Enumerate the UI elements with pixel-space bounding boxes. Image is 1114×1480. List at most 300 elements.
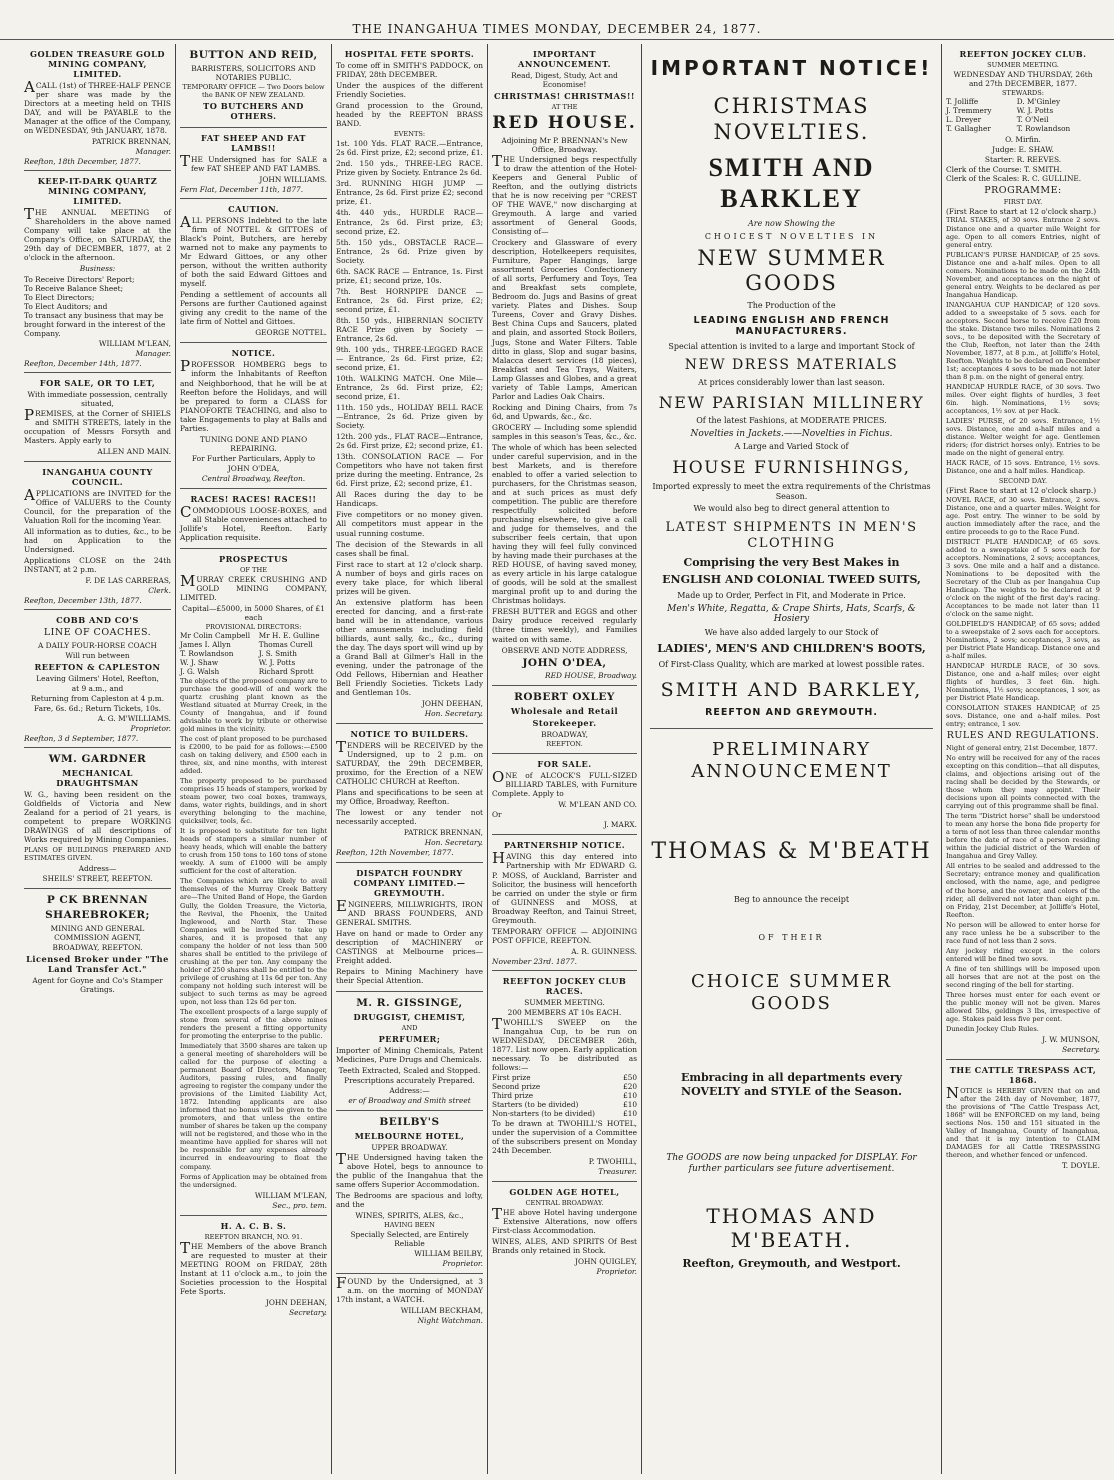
- ad-line: Will run between: [65, 651, 130, 661]
- ad-signature: A. G. M'WILLIAMS.: [97, 714, 171, 724]
- ad-body: ENGINEERS, MILLWRIGHTS, IRON AND BRASS FOUNDERS, AND GENERAL SMITHS.: [336, 896, 483, 927]
- cattle-trespass-ad: [946, 1060, 1100, 1175]
- list-item: 12th. 200 yds., FLAT RACE—Entrance, 2s 6d. First prize, £2; second prize, £1.: [336, 432, 483, 451]
- added-line: We have also added largely to our Stock of: [704, 628, 879, 638]
- ad-title: P CK BRENNAN: [46, 894, 149, 907]
- ad-date: Reefton, 18th December, 1877.: [24, 157, 141, 167]
- ad-line: CHRISTMAS! CHRISTMAS!!: [493, 91, 636, 102]
- quality-line: Of First-Class Quality, which are marked at lowest possible rates.: [658, 659, 925, 669]
- choice-summer-goods: CHOICE SUMMER GOODS: [690, 971, 893, 1015]
- list-item: 8th. 150 yds., HIBERNIAN SOCIETY RACE Prize given by Society — Entrance, 2s 6d.: [336, 315, 483, 343]
- directors-table: [180, 632, 327, 676]
- steward: W. J. Potts: [1016, 106, 1054, 116]
- divider: [650, 728, 933, 729]
- ad-line: To come off in SMITH'S PADDOCK, on FRIDAY, 28th DECEMBER.: [336, 61, 483, 80]
- prospectus-ad: [180, 549, 327, 1216]
- director: Mr Colin Campbell: [180, 631, 251, 641]
- ad-line: Agent for Goyne and Co's Stamper Gratings.: [32, 976, 163, 995]
- ad-body: APPLICATIONS are INVITED for the Office of VALUERS to the County Council, for the preparation of the Valuation Roll for the incoming Year.: [24, 486, 171, 526]
- ad-body: ALL PERSONS Indebted to the late firm of NOTTEL & GITTOES of Black's Point, Butchers, are hereby warned not to make any payments to Mr Edward Gittoes, or any other person, without the written authority of both the said Edward Gittoes and myself.: [180, 213, 327, 289]
- prize-amount: £10: [623, 1090, 637, 1100]
- receipt-line: Beg to announce the receipt: [733, 894, 850, 904]
- ad-date: Reefton, December 13th, 1877.: [24, 596, 142, 606]
- ad-title: FAT SHEEP AND FAT LAMBS!!: [201, 132, 306, 153]
- starter-line: Starter: R. REEVES.: [984, 154, 1062, 164]
- jockey-sweep-ad: [492, 971, 637, 1182]
- ad-title: FOR SALE, OR TO LET,: [39, 377, 156, 388]
- ad-address-label: Address:—: [389, 1085, 430, 1095]
- thomas-mbeath-title: THOMAS & M'BEATH: [651, 839, 932, 864]
- ad-title: DISPATCH FOUNDRY COMPANY LIMITED.—GREYMOUTH.: [353, 867, 466, 898]
- prices-line: At prices considerably lower than last season.: [698, 377, 885, 387]
- ad-role: Secretary.: [1062, 1045, 1100, 1055]
- spacer: [650, 945, 933, 967]
- ad-signature: J. W. MUNSON,: [1042, 1035, 1100, 1045]
- ad-capital: Capital—£5000, in 5000 Shares, of £1 each: [182, 604, 325, 623]
- list-item: To Receive Directors' Report;: [24, 274, 135, 284]
- ad-title: BEILBY'S: [379, 1115, 440, 1128]
- ad-role: Hon. Secretary.: [424, 838, 483, 848]
- list-item: 6th. SACK RACE — Entrance, 1s. First prize, £1; second prize, 10s.: [336, 266, 483, 285]
- meeting-dates: WEDNESDAY AND THURSDAY, 26th and 27th DECEMBER, 1877.: [953, 70, 1093, 89]
- prizes-table: [492, 1074, 637, 1118]
- ad-signature: GEORGE NOTTEL.: [255, 328, 327, 338]
- ad-role: Clerk.: [148, 586, 171, 596]
- ad-title-2: LINE OF COACHES.: [43, 627, 152, 639]
- ad-line: HAVING BEEN: [384, 1220, 435, 1229]
- oxley-ad: [492, 686, 637, 754]
- ad-title: FOR SALE.: [537, 759, 592, 770]
- ad-signature: JOHN WILLIAMS.: [259, 174, 327, 184]
- caution-ad: [180, 199, 327, 343]
- steward: L. Dreyer: [946, 114, 982, 124]
- rule-item: The term "District horse" shall be understood to mean any horse the bona fide property for a term of not less than three calendar months before the date of race of a person residing within the judicial district of the Warden of Inangahua and Grey Valley.: [946, 812, 1100, 861]
- fashions-line: Of the latest Fashions, at MODERATE PRICES.: [696, 415, 887, 425]
- ad-of: OF THE: [239, 565, 268, 574]
- paragraph: The decision of the Stewards in all cases shall be final.: [336, 539, 483, 558]
- ad-title: BUTTON AND REID,: [189, 49, 318, 61]
- ad-body: FOUND by the Undersigned, at 3 a.m. on the morning of MONDAY 17th instant, a WATCH.: [336, 1274, 483, 1305]
- paragraph: Immediately that 3500 shares are taken up a general meeting of shareholders will be called for the purpose of electing a permanent Board of Directors, Manager, Auditors, passing rules, and finally agreeing to register the company under the provisions of the Limited Liability Act, 1872. Intending applicants are also informed that no bonus will be given to the promoters, and that unless the entire number of shares be taken up the company will not be registered, and those who in the meantime have applied for shares will not be responsible for any expenses already incurred in endeavouring to float the company.: [180, 1042, 327, 1171]
- ad-date: Reefton, December 14th, 1877.: [24, 358, 142, 368]
- ad-line: at 9 a.m., and: [71, 684, 124, 694]
- second-day-heading: SECOND DAY.: [998, 477, 1048, 486]
- list-item: 2nd. 150 yds., THREE-LEG RACE. Prize given by Society. Entrance 2s 6d.: [336, 159, 483, 178]
- ad-body-2: PLANS OF BUILDINGS PREPARED AND ESTIMATES GIVEN.: [24, 846, 171, 863]
- director: Richard Sprott: [258, 666, 314, 676]
- prize-amount: £10: [623, 1108, 637, 1118]
- masthead: THE INANGAHUA TIMES MONDAY, DECEMBER 24, 1877.: [0, 0, 1114, 40]
- ad-role: Hon. Secretary.: [424, 709, 483, 719]
- house-furnishings: HOUSE FURNISHINGS,: [672, 458, 911, 479]
- paragraph: Rocking and Dining Chairs, from 7s 6d, and Upwards, &c., &c.: [492, 402, 637, 421]
- ad-title: GOLDEN TREASURE GOLD MINING COMPANY, LIMITED.: [30, 49, 165, 79]
- paragraph: Have on hand or made to Order any description of MACHINERY or CASTINGS at Melbourne prices—Freight added.: [336, 928, 483, 965]
- paragraph: TEMPORARY OFFICE — ADJOINING POST OFFICE, REEFTON.: [492, 926, 637, 945]
- ad-title: GOLDEN AGE HOTEL,: [509, 1186, 620, 1197]
- smith-barkley-footer: SMITH AND BARKLEY,: [660, 679, 923, 702]
- ad-line: BARRISTERS, SOLICITORS AND NOTARIES PUBLIC.: [191, 63, 316, 82]
- first-day-heading: FIRST DAY.: [1003, 198, 1043, 207]
- column-1: [20, 44, 176, 1474]
- prize-name: Starters (to be divided): [492, 1099, 579, 1109]
- ad-line: Read, Digest, Study, Act and Economise!: [511, 71, 618, 90]
- paragraph: It is proposed to substitute for ten light heads of stampers a similar number of heavy heads, which will enable the battery to crush from 150 tons to 160 tons of stone weekly. A sum of £1000 will be amply sufficient for the cost of alteration.: [180, 827, 327, 876]
- ad-address: er of Broadway and Smith street: [348, 1095, 471, 1105]
- ad-line: AT THE: [551, 103, 578, 112]
- ad-title-2: DRUGGIST, CHEMIST,: [353, 1011, 466, 1022]
- ad-title: WM. GARDNER: [48, 753, 147, 766]
- ad-subtitle: SUMMER MEETING.: [524, 997, 605, 1007]
- ad-body: THE ANNUAL MEETING of Shareholders in the above named Company will take place at the Company's Office, on SATURDAY, the 29th day of DECEMBER, 1877, at 2 o'clock in the afternoon.: [24, 205, 171, 263]
- paragraph: Repairs to Mining Machinery have their Special Attention.: [336, 966, 483, 985]
- ad-line: Specially Selected, are Entirely Reliable: [350, 1229, 469, 1248]
- stewards-table: [946, 98, 1100, 134]
- rule-item: All entries to be sealed and addressed to the Secretary; entrance money and qualification enclosed, with the name, age, and pedigree of the horse, and the owner, and colors of the rider, all delivered not later than eight p.m. on Friday, 21st December, at Jolliffe's Hotel, Reefton.: [946, 862, 1100, 919]
- ad-body: PREMISES, at the Corner of SHIELS and SMITH STREETS, lately in the occupation of Messrs Forsyth and Masters. Apply early to: [24, 405, 171, 445]
- tweed-suits: ENGLISH AND COLONIAL TWEED SUITS,: [662, 573, 921, 587]
- ad-role: Manager.: [135, 348, 171, 358]
- important-notice-heading: IMPORTANT NOTICE!: [650, 56, 933, 80]
- list-item: To transact any business that may be brought forward in the interest of the Company.: [24, 310, 166, 338]
- large-stock-line: A Large and Varied Stock of: [734, 442, 849, 452]
- ad-role: Secretary.: [289, 1307, 327, 1317]
- ad-title: IMPORTANT ANNOUNCEMENT.: [517, 49, 611, 69]
- made-to-order-line: Made up to Order, Perfect in Fit, and Moderate in Price.: [677, 590, 906, 600]
- ad-signature: F. DE LAS CARRERAS,: [85, 576, 171, 586]
- button-reid-ad: [180, 44, 327, 128]
- ad-body: NOTICE is HEREBY GIVEN that on and after the 24th day of November, 1877, the provisions of "The Cattle Trespass Act, 1868" will be ENFORCED on my land, being sections Nos. 150 and 151 situated in the Valley of Inangahua, County of Inangahua, and that it is my intention to CLAIM DAMAGES for all Cattle TRESPASSING thereon, and whether fenced or unfenced.: [946, 1084, 1100, 1160]
- rules-heading: RULES AND REGULATIONS.: [946, 730, 1100, 742]
- ad-signature: JOHN O'DEA,: [227, 463, 280, 473]
- dress-materials: NEW DRESS MATERIALS: [684, 357, 899, 374]
- director: T. Rowlandson: [180, 648, 234, 658]
- ad-line: REEFTON.: [546, 740, 583, 749]
- ad-role: Proprietor.: [130, 724, 171, 734]
- director: J. G. Walsh: [180, 666, 220, 676]
- ad-line: Leaving Gilmers' Hotel, Reefton,: [36, 674, 159, 684]
- ad-title: RACES! RACES! RACES!!: [190, 493, 317, 504]
- preliminary-announcement: PRELIMINARY ANNOUNCEMENT: [691, 739, 892, 783]
- ad-body: THE Undersigned begs respectfully to draw the attention of the Hotel-Keepers and General Public of Reefton, and the outlying districts that he is now receiving per "CREST OF THE WAVE," now discharging at Greymouth. A large and varied assortment of General Goods, Consisting of—: [492, 151, 637, 237]
- paragraph: The excellent prospects of a large supply of stone from several of the above mines renders the present a fitting opportunity for promoting the enterprise to the public.: [180, 1007, 327, 1040]
- paragraph: GROCERY — Including some splendid samples in this season's Teas, &c., &c.: [492, 422, 637, 441]
- hospital-sports-ad: [336, 44, 483, 724]
- homberg-notice-ad: [180, 343, 327, 488]
- newspaper-page: [20, 44, 1104, 1474]
- spacer: [650, 1178, 933, 1200]
- column-6: [942, 44, 1104, 1474]
- ad-address: Central Broadway, Reefton.: [201, 473, 306, 483]
- races-loose-boxes-ad: [180, 489, 327, 549]
- ad-title: REEFTON JOCKEY CLUB RACES.: [502, 975, 627, 996]
- smith-barkley-title: SMITH AND BARKLEY: [708, 152, 875, 214]
- ad-body: ACALL (1st) of THREE-HALF PENCE per share was made by the Directors at a meeting held on THIS DAY, and will be PAYABLE to the Manager at the office of the Company, on WEDNESDAY, 9th JANUARY, 1878.: [24, 78, 171, 136]
- director: Mr H. E. Gulline: [258, 631, 320, 641]
- paragraph: The cost of plant proposed to be purchased is £2000, to be paid for as follows:—£500 cash on taking delivery, and £500 each in three, six, and nine months, with interest added.: [180, 734, 327, 775]
- list-item: 1st. 100 Yds. FLAT RACE.—Entrance, 2s 6d. First prize, £2; second prize, £1.: [336, 139, 483, 158]
- ad-title: HOSPITAL FETE SPORTS.: [344, 49, 475, 59]
- spacer: [650, 870, 933, 892]
- shirts-line: Men's White, Regatta, & Crape Shirts, Hats, Scarfs, & Hosiery: [667, 603, 916, 625]
- ad-signature: W. M'LEAN AND CO.: [558, 800, 637, 810]
- fat-sheep-ad: [180, 128, 327, 199]
- ad-body: MURRAY CREEK CRUSHING AND GOLD MINING COMPANY, LIMITED.: [180, 572, 327, 603]
- race-item: INANGAHUA CUP HANDICAP, of 120 sovs. added to a sweepstake of 5 sovs. each for acceptors. Second horse to receive £20 from the stake. Distance two miles. Nominations 2 sovs., to be deposited with the Secretary of the Club, Reefton, not later than the 24th November, 1877, at 8 p.m., at Jolliffe's Hotel, Reefton. Weights to be declared on December 1st; acceptances 4 sovs to be made not later than 8 p.m. on the night of general entry.: [946, 300, 1100, 382]
- programme-heading: PROGRAMME:: [984, 184, 1062, 196]
- events-heading: EVENTS:: [393, 130, 426, 139]
- imported-line: Imported expressly to meet the extra requirements of the Christmas Season.: [652, 481, 931, 501]
- paragraph: The property proposed to be purchased comprises 15 heads of stampers, worked by steam power, two coal boxes, tramways, dams, water rights, buildings, and in short everything belonging to the machine, quicksilver, tools, &c.: [180, 777, 327, 826]
- ad-title: M. R. GISSINGE,: [356, 996, 463, 1009]
- paragraph: All Races during the day to be Handicaps.: [336, 490, 483, 509]
- paragraph: Forms of Application may be obtained from the undersigned.: [180, 1172, 327, 1189]
- paragraph: FRESH BUTTER and EGGS and other Dairy produce received regularly (three times weekly), and Families waited on with same.: [492, 607, 637, 644]
- ad-line: OBSERVE AND NOTE ADDRESS,: [501, 645, 628, 655]
- ad-line: Licensed Broker under "The Land Transfer Act.": [26, 954, 169, 975]
- paragraph: The whole of which has been selected under careful supervision, and in the best Markets, and is therefore enabled to offer a varied selection to purchasers, for the Christmas season, and at such prices as must defy competition. The public are therefore respectfully solicited before purchasing elsewhere, to give a call and judge for themselves, and the subscriber feels certain, that upon having they will feel fully convinced by having made their purchases at the RED HOUSE, of having saved money, as every article in his large catalogue of goods, will be sold at the smallest marginal profit up to and during the Christmas holidays.: [492, 442, 637, 606]
- directors-heading: PROVISIONAL DIRECTORS:: [205, 623, 302, 632]
- prize-name: First prize: [492, 1073, 531, 1083]
- ad-subtitle: With immediate possession, centrally situated,: [27, 389, 168, 408]
- ad-line: Adjoining Mr P. BRENNAN's New Office, Broadway.: [501, 135, 628, 154]
- steward: T. Jolliffe: [946, 97, 979, 107]
- ad-line: A DAILY FOUR-HORSE COACH: [37, 640, 158, 650]
- stewards-heading: STEWARDS:: [1002, 89, 1044, 98]
- ad-title: PROSPECTUS: [218, 553, 289, 564]
- ad-title: PARTNERSHIP NOTICE.: [503, 840, 626, 851]
- ad-body: PROFESSOR HOMBERG begs to inform the Inhabitants of Reefton and Neighborhood, that he will be at Reefton before the Holidays, and will be prepared to form a CLASS for PIANOFORTE TEACHING, and also to take Engagements to play at Balls and Parties.: [180, 357, 327, 433]
- paragraph: First race to start at 12 o'clock sharp. A number of boys and girls races on every take place, for which liberal prizes will be given.: [336, 559, 483, 596]
- ad-date: Reefton, 12th November, 1877.: [336, 848, 454, 858]
- showing-line: Are now Showing the: [747, 219, 835, 229]
- christmas-novelties: CHRISTMAS NOVELTIES.: [713, 94, 870, 144]
- rule-item: No entry will be received for any of the races excepting on this condition—that all disputes, claims, and objections arising out of the racing shall be decided by the Stewards, or those whom they may appoint. Their decisions upon all points connected with the carrying out of this programme shall be final.: [946, 754, 1100, 811]
- ad-line: Prescriptions accurately Prepared.: [344, 1075, 475, 1085]
- clerk-scales-line: Clerk of the Scales: R. C. GULLINE.: [946, 173, 1082, 183]
- prize-amount: £20: [623, 1081, 637, 1091]
- ad-line: TO BUTCHERS AND OTHERS.: [203, 100, 304, 121]
- ad-role: Sec., pro. tem.: [272, 1200, 327, 1210]
- second-start-line: (First Race to start at 12 o'clock sharp.): [946, 486, 1097, 496]
- ad-title: INANGAHUA COUNTY COUNCIL.: [42, 467, 153, 488]
- ad-or: Or: [492, 810, 502, 820]
- gardner-ad: [24, 748, 171, 889]
- jockey-club-programme: [946, 44, 1100, 1060]
- novelties-line: Novelties in Jackets.——Novelties in Fichus.: [690, 428, 893, 439]
- paragraph: Plans and specifications to be seen at my Office, Broadway, Reefton.: [336, 788, 483, 807]
- ad-title-2: MECHANICAL DRAUGHTSMAN: [56, 768, 139, 789]
- table-row: [492, 1110, 637, 1119]
- ad-line: BROADWAY, REEFTON.: [52, 943, 143, 953]
- race-item: LADIES' PURSE, of 20 sovs. Entrance, 1½ sovs. Distance, one and a-half miles and a distance. Welter weight for age. Gentlemen riders; (for district horses only). Entries to be made on the night of general entry.: [946, 417, 1100, 458]
- ad-signature: PATRICK BRENNAN,: [403, 828, 483, 838]
- ad-signature: P. TWOHILL,: [588, 1156, 637, 1166]
- list-item: To Receive Balance Sheet;: [24, 283, 124, 293]
- ad-signature: PATRICK BRENNAN,: [91, 137, 171, 147]
- director: W. J. Potts: [258, 657, 296, 667]
- paragraph: The Bedrooms are spacious and lofty, and the: [336, 1190, 483, 1209]
- ad-title: NOTICE TO BUILDERS.: [350, 729, 469, 740]
- director: W. J. Shaw: [180, 657, 219, 667]
- race-item: DISTRICT PLATE HANDICAP, of 65 sovs. added to a sweepstake of 5 sovs each for acceptors. Nominations, 2 sovs; acceptances, 3 sovs. One mile and a half and a distance. Nominations to be deposited with the Secretary of the Club as per Inangahua Cup Handicap. The weights to be declared at 9 o'clock on the night of the first day's racing. Acceptances to be made not later than 11 o'clock on the same night.: [946, 537, 1100, 618]
- paragraph: To be drawn at TWOHILL'S HOTEL, under the supervision of a Committee of the subscribers present on Monday 24th December.: [492, 1118, 637, 1155]
- ad-body: THE Members of the above Branch are requested to muster at their MEETING ROOM on FRIDAY, 28th Instant at 11 o'clock a.m., to join the Societies procession to the Hospital Fete Sports.: [180, 1238, 327, 1296]
- ad-title: NOTICE.: [231, 348, 276, 359]
- list-item: 5th. 150 yds., OBSTACLE RACE—Entrance, 2s 6d. Prize given by Society.: [336, 237, 483, 265]
- ad-line: Wholesale and Retail: [510, 706, 619, 717]
- steward: J. Tremmery: [946, 106, 992, 116]
- of-their-line: OF THEIR: [758, 932, 825, 942]
- brennan-ad: [24, 889, 171, 999]
- ad-role: Treasurer.: [598, 1166, 637, 1176]
- locations-line: Reefton, Greymouth, and Westport.: [682, 1256, 901, 1270]
- red-house-title: RED HOUSE.: [492, 113, 637, 134]
- ad-signature: WILLIAM BECKHAM,: [400, 1306, 483, 1316]
- column-5: [642, 44, 942, 1474]
- ad-date: Fern Flat, December 11th, 1877.: [180, 185, 304, 195]
- ad-line: TUNING DONE AND PIANO REPAIRING.: [199, 434, 308, 453]
- ad-signature-2: J. MARX.: [603, 820, 637, 830]
- rule-item: A fine of ten shillings will be imposed upon all horses that are not at the post on the second ringing of the bell for starting.: [946, 964, 1100, 989]
- business-heading: Business:: [79, 264, 116, 274]
- list-item: 4th. 440 yds., HURDLE RACE—Entrance, 2s 6d. First prize, £3; second prize, £2.: [336, 208, 483, 236]
- list-item: 13th. CONSOLATION RACE — For Competitors who have not taken first prize during the meeting. Entrance, 2s 6d. First prize, £2; second prize, £1.: [336, 452, 483, 489]
- race-item: PUBLICAN'S PURSE HANDICAP, of 25 sovs. Distance one and a-half miles. Open to all comers. Nominations to be made on the 24th November, and acceptances on the night of general entry. Weights to be declared as per Inangahua Handicap.: [946, 250, 1100, 299]
- director: J. S. Smith: [258, 648, 297, 658]
- ad-title: KEEP-IT-DARK QUARTZ MINING COMPANY, LIMITED.: [37, 176, 158, 207]
- ad-body: HAVING this day entered into Partnership with Mr EDWARD G. P. MOSS, of Auckland, Barrister and Solicitor, the business will henceforth be carried on under the style or firm of GUINNESS and MOSS, at Broadway Reefton, and Tainui Street, Greymouth.: [492, 849, 637, 925]
- column-2: [176, 44, 332, 1474]
- ad-body-2: All information as to duties, &c., to be had on Application to the Undersigned.: [24, 527, 171, 555]
- ad-date: November 23rd. 1877.: [492, 956, 577, 966]
- ad-body: ONE of ALCOCK'S FULL-SIZED BILLIARD TABLES, with Furniture Complete. Apply to: [492, 768, 637, 799]
- director: James I. Allyn: [180, 640, 231, 650]
- ad-body: W. G., having been resident on the Goldfields of Victoria and New Zealand for a period of 21 years, is competent to prepare WORKING DRAWINGS of all descriptions of Works required by Mining Companies.: [24, 790, 171, 845]
- beilby-hotel-ad: [336, 1111, 483, 1274]
- boots-line: LADIES', MEN'S AND CHILDREN'S BOOTS,: [657, 642, 926, 656]
- cobb-coaches-ad: [24, 610, 171, 748]
- ad-line: TEMPORARY OFFICE — Two Doors below the BANK OF NEW ZEALAND.: [182, 82, 325, 99]
- spacer: [650, 908, 933, 930]
- ad-title: THE CATTLE TRESPASS ACT, 1868.: [949, 1065, 1097, 1086]
- steward: T. O'Neil: [1016, 114, 1049, 124]
- steward: D. M'Ginley: [1016, 97, 1061, 107]
- list-item: 9th. 100 yds., THREE-LEGGED RACE — Entrance, 2s 6d. First prize, £2; second prize, £1.: [336, 344, 483, 372]
- race-item: NOVEL RACE, of 30 sovs. Entrance, 2 sovs. Distance, one and a quarter miles. Weight for age. Post entry. The winner to be sold by auction immediately after the race, and the entire proceeds to go to the Race Fund.: [946, 495, 1100, 536]
- rule-item: Night of general entry, 21st December, 1877.: [946, 743, 1098, 752]
- ad-line: Returning from Capleston at 4 p.m.: [30, 694, 165, 704]
- business-list: [24, 275, 171, 338]
- partnership-ad: [492, 835, 637, 970]
- clerk-course-line: Clerk of the Course: T. SMITH.: [946, 164, 1062, 174]
- ad-role: Proprietor.: [596, 1266, 637, 1276]
- ad-body: THE Undersigned having taken the above Hotel, begs to announce to the public of the Inangahua that the same offers Superior Accommodation.: [336, 1149, 483, 1189]
- ad-and: AND: [401, 1023, 418, 1032]
- golden-treasure-ad: [24, 44, 171, 171]
- events-list: [336, 139, 483, 488]
- ad-subtitle: CENTRAL BROADWAY.: [525, 1198, 604, 1207]
- table-row: [180, 668, 327, 677]
- ad-date: Reefton, 3 d September, 1877.: [24, 734, 139, 744]
- prize-name: Third prize: [492, 1090, 534, 1100]
- list-item: To Elect Auditors; and: [24, 301, 108, 311]
- ad-line: Teeth Extracted, Scaled and Stopped.: [338, 1065, 481, 1075]
- ad-signature: JOHN QUIGLEY,: [575, 1256, 637, 1266]
- ad-signature: WILLIAM BEILBY,: [414, 1248, 483, 1258]
- ad-signature: ALLEN AND MAIN.: [97, 447, 171, 456]
- ad-address: RED HOUSE, Broadway.: [545, 671, 637, 681]
- paragraph: The Companies which are likely to avail themselves of the Murray Creek Battery are—The United Band of Hope, the Garden Gully, the Golden Treasure, the Victoria, the Revival, the Phoenix, the United Inglewood, and North Star. These Companies will be invited to take up shares, and it is proposed that any company the holder of not less than 500 shares shall be entitled to the privilege of crushing at the per ton. Any company the holder of 250 shares shall be entitled to the privilege of crushing at 11s 6d per ton. Any company not holding such interest will be subject to such terms as may be agreed upon, not less than 12s 6d per ton.: [180, 877, 327, 1006]
- ad-body: Importer of Mining Chemicals, Patent Medicines, Pure Drugs and Chemicals.: [336, 1045, 483, 1064]
- ad-signature: T. DOYLE.: [1061, 1161, 1100, 1171]
- spacer: [650, 1102, 933, 1150]
- parisian-millinery: NEW PARISIAN MILLINERY: [658, 393, 925, 413]
- unpacked-line: The GOODS are now being unpacked for DISPLAY. For further particulars see future advertisement.: [666, 1153, 917, 1175]
- paragraph: WINES, ALES, AND SPIRITS Of Best Brands only retained in Stock.: [492, 1236, 637, 1255]
- steward: T. Gallagher: [946, 123, 991, 133]
- ad-body: TENDERS will be RECEIVED by the Undersigned, up to 2 p.m. on SATURDAY, the 29th DECEMBER, proximo, for the Erection of a NEW CATHOLIC CHURCH at Reefton.: [336, 738, 483, 787]
- rule-item: No person will be allowed to enter horse for any race unless he be a subscriber to the race fund of not less than 2 sovs.: [946, 920, 1100, 945]
- ad-title-3: PERFUMER;: [378, 1033, 441, 1044]
- race-item: TRIAL STAKES, of 30 sovs. Entrance 2 sovs. Distance one and a quarter mile Weight for age. Open to all comers Entries, night of general entry.: [946, 216, 1100, 249]
- ad-signature: A. R. GUINNESS.: [571, 946, 637, 956]
- ad-line: Under the auspices of the different Friendly Societies.: [336, 81, 483, 100]
- ad-signature: WILLIAM M'LEAN,: [98, 338, 171, 348]
- ad-address-label: Address—: [78, 864, 117, 874]
- hacbs-ad: [180, 1216, 327, 1322]
- ad-title: REEFTON JOCKEY CLUB.: [959, 49, 1087, 59]
- ad-title: ROBERT OXLEY: [514, 691, 615, 704]
- ad-line: For Further Particulars, Apply to: [191, 453, 316, 463]
- summer-goods-title: NEW SUMMER GOODS: [697, 245, 886, 296]
- ad-body: THE above Hotel having undergone Extensive Alterations, now offers First-class Accommodation.: [492, 1204, 637, 1235]
- ad-fare: Fare, 6s. 6d.; Return Tickets, 10s.: [33, 704, 162, 714]
- rule-item: Dunedin Jockey Club Rules.: [946, 1025, 1039, 1033]
- found-watch-ad: [336, 1274, 483, 1330]
- ad-body: COMMODIOUS LOOSE-BOXES, and all Stable conveniences attached to Jollife's Hotel, Reefton. Early Application requisite.: [180, 502, 327, 542]
- thomas-mbeath-footer: THOMAS AND M'BEATH.: [706, 1203, 877, 1253]
- ad-line: 200 MEMBERS AT 10s EACH.: [507, 1007, 622, 1017]
- prize-amount: £10: [623, 1099, 637, 1109]
- ad-title: CAUTION.: [228, 204, 279, 215]
- for-sale-ad: [24, 373, 171, 462]
- column-3: [332, 44, 488, 1474]
- paragraph: The objects of the proposed company are to purchase the good-will of and work the quartz crushing plant known as the Westland situated at Murray Creek, in the County of Inangahua, and if found advisable to work by tribute or otherwise gold mines in the vicinity.: [180, 676, 327, 733]
- race-item: HANDICAP HURDLE RACE, of 30 sovs. Distance, one and a-half miles; over eight flights of hurdles, 3 feet 6in. high. Nominations, 1½ sovs; acceptances, 1 sov, as per District Plate Handicap.: [946, 662, 1100, 703]
- column-4: [488, 44, 642, 1474]
- ad-signature: JOHN O'DEA,: [522, 656, 607, 669]
- director: Thomas Curell: [258, 640, 313, 650]
- ad-title-2: MELBOURNE HOTEL,: [354, 1130, 465, 1141]
- production-line: The Production of the: [747, 300, 836, 310]
- builders-notice-ad: [336, 724, 483, 862]
- red-house-ad: [492, 44, 637, 686]
- keep-it-dark-ad: [24, 171, 171, 373]
- list-item: 11th. 150 yds., HOLIDAY BELL RACE—Entrance, 2s 6d. Prize given by Society.: [336, 403, 483, 431]
- spacer: [650, 1019, 933, 1067]
- manufacturers-line: LEADING ENGLISH AND FRENCH MANUFACTURERS.: [693, 314, 890, 338]
- ad-role: Night Watchman.: [417, 1316, 483, 1326]
- ad-body-2: Pending a settlement of accounts all Persons are further Cautioned against giving any credit to the name of the late firm of Nottel and Gittoes.: [180, 290, 327, 327]
- list-item: 3rd. RUNNING HIGH JUMP — Entrance, 2s 6d. First prize £2; second prize, £1.: [336, 179, 483, 207]
- rule-item: Three horses must enter for each event or the public money will not be given. Mares allowed 5lbs, geldings 3 lbs, irrespective of age. Stakes paid less five per cent.: [946, 990, 1100, 1023]
- ad-line: BROADWAY,: [541, 730, 588, 740]
- steward: T. Rowlandson: [1016, 123, 1071, 133]
- paragraph: Five competitors or no money given. All competitors must appear in the usual running costume.: [336, 510, 483, 538]
- ad-signature: WILLIAM M'LEAN,: [254, 1190, 327, 1200]
- special-line: Special attention is invited to a large and important Stock of: [668, 341, 915, 351]
